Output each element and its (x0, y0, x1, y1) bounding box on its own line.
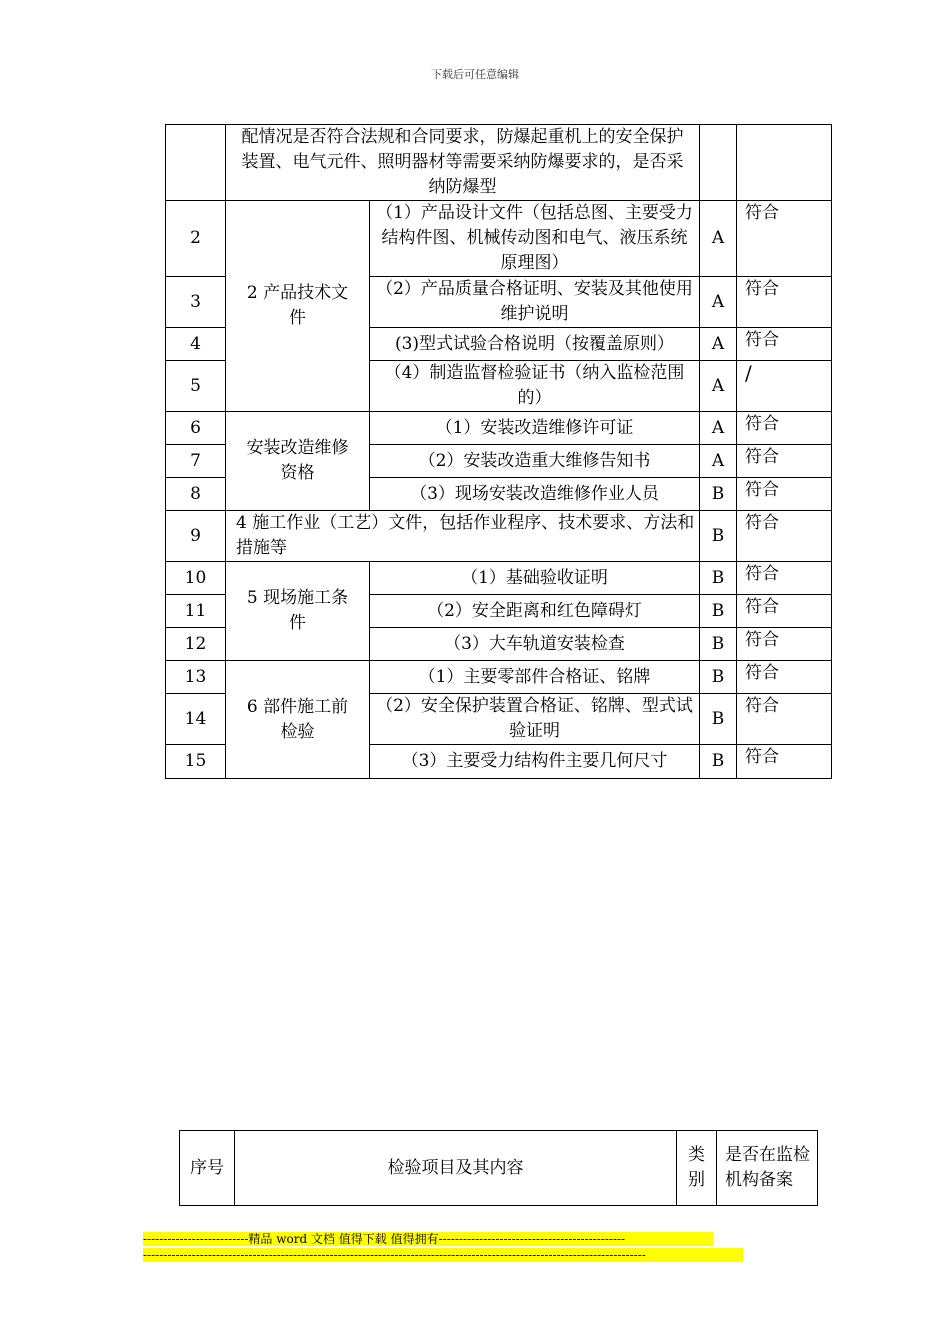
no-cell: 8 (166, 478, 226, 511)
header-item: 检验项目及其内容 (235, 1131, 677, 1206)
table-row (166, 562, 832, 595)
item-cell: （2）安装改造重大维修告知书 (370, 445, 700, 478)
no-cell: 15 (166, 745, 226, 779)
promo-banner-line: --------------------------精品 word 文档 值得下载 值得拥有---------------------------------------------- (143, 1232, 713, 1246)
result-cell: 符合 (737, 412, 832, 445)
header-category: 类别 (677, 1131, 717, 1206)
category-cell: B (700, 628, 737, 661)
category-cell: B (700, 562, 737, 595)
result-cell: 符合 (737, 595, 832, 628)
result-cell: 符合 (737, 628, 832, 661)
item-cell: （2）产品质量合格证明、安装及其他使用维护说明 (370, 277, 700, 328)
result-cell: / (737, 361, 832, 412)
table-row (166, 511, 832, 562)
group-cell: 6 部件施工前检验 (226, 661, 370, 779)
category-cell: B (700, 694, 737, 745)
no-cell: 3 (166, 277, 226, 328)
table-header-row (180, 1131, 818, 1206)
category-cell: A (700, 201, 737, 277)
no-cell: 11 (166, 595, 226, 628)
category-cell: A (700, 277, 737, 328)
item-cell: （3）主要受力结构件主要几何尺寸 (370, 745, 700, 779)
no-cell: 7 (166, 445, 226, 478)
item-cell: （3）大车轨道安装检查 (370, 628, 700, 661)
inspection-table (165, 124, 832, 779)
category-cell: A (700, 328, 737, 361)
group-cell: 安装改造维修资格 (226, 412, 370, 511)
next-page-header-table (179, 1130, 818, 1206)
category-cell: B (700, 478, 737, 511)
category-cell (700, 125, 737, 201)
item-cell: （2）安全保护装置合格证、铭牌、型式试验证明 (370, 694, 700, 745)
no-cell: 5 (166, 361, 226, 412)
promo-banner-line: ---------------------------------------------------------------------------------------------------------------------------- (143, 1248, 743, 1262)
result-cell: 符合 (737, 277, 832, 328)
item-cell: （1）产品设计文件（包括总图、主要受力结构件图、机械传动图和电气、液压系统原理图） (370, 201, 700, 277)
result-cell: 符合 (737, 694, 832, 745)
result-cell: 符合 (737, 328, 832, 361)
header-no: 序号 (180, 1131, 235, 1206)
continuation-cell: 配情况是否符合法规和合同要求，防爆起重机上的安全保护装置、电气元件、照明器材等需要采纳防爆要求的，是否采纳防爆型 (226, 125, 700, 201)
no-cell: 13 (166, 661, 226, 694)
no-cell: 10 (166, 562, 226, 595)
result-cell: 符合 (737, 562, 832, 595)
no-cell: 12 (166, 628, 226, 661)
category-cell: B (700, 745, 737, 779)
result-cell (737, 125, 832, 201)
item-cell: （1）安装改造维修许可证 (370, 412, 700, 445)
header-record: 是否在监检机构备案 (717, 1131, 818, 1206)
result-cell: 符合 (737, 661, 832, 694)
no-cell: 4 (166, 328, 226, 361)
table-row (166, 125, 832, 201)
item-cell: (3)型式试验合格说明（按覆盖原则） (370, 328, 700, 361)
item-cell: （3）现场安装改造维修作业人员 (370, 478, 700, 511)
table-row (166, 661, 832, 694)
page-header: 下载后可任意编辑 (431, 68, 519, 81)
table-row (166, 412, 832, 445)
group-cell: 2 产品技术文件 (226, 201, 370, 412)
item-cell: （2）安全距离和红色障碍灯 (370, 595, 700, 628)
category-cell: B (700, 661, 737, 694)
category-cell: A (700, 445, 737, 478)
no-cell: 2 (166, 201, 226, 277)
category-cell: B (700, 595, 737, 628)
category-cell: B (700, 511, 737, 562)
table-row (166, 201, 832, 277)
no-cell: 14 (166, 694, 226, 745)
category-cell: A (700, 361, 737, 412)
group-cell: 5 现场施工条件 (226, 562, 370, 661)
result-cell: 符合 (737, 511, 832, 562)
category-cell: A (700, 412, 737, 445)
no-cell (166, 125, 226, 201)
item-cell: （1）主要零部件合格证、铭牌 (370, 661, 700, 694)
result-cell: 符合 (737, 445, 832, 478)
item-cell: （1）基础验收证明 (370, 562, 700, 595)
result-cell: 符合 (737, 478, 832, 511)
result-cell: 符合 (737, 745, 832, 779)
no-cell: 6 (166, 412, 226, 445)
result-cell: 符合 (737, 201, 832, 277)
item-cell: （4）制造监督检验证书（纳入监检范围的） (370, 361, 700, 412)
no-cell: 9 (166, 511, 226, 562)
item-cell: 4 施工作业（工艺）文件，包括作业程序、技术要求、方法和措施等 (226, 511, 700, 562)
